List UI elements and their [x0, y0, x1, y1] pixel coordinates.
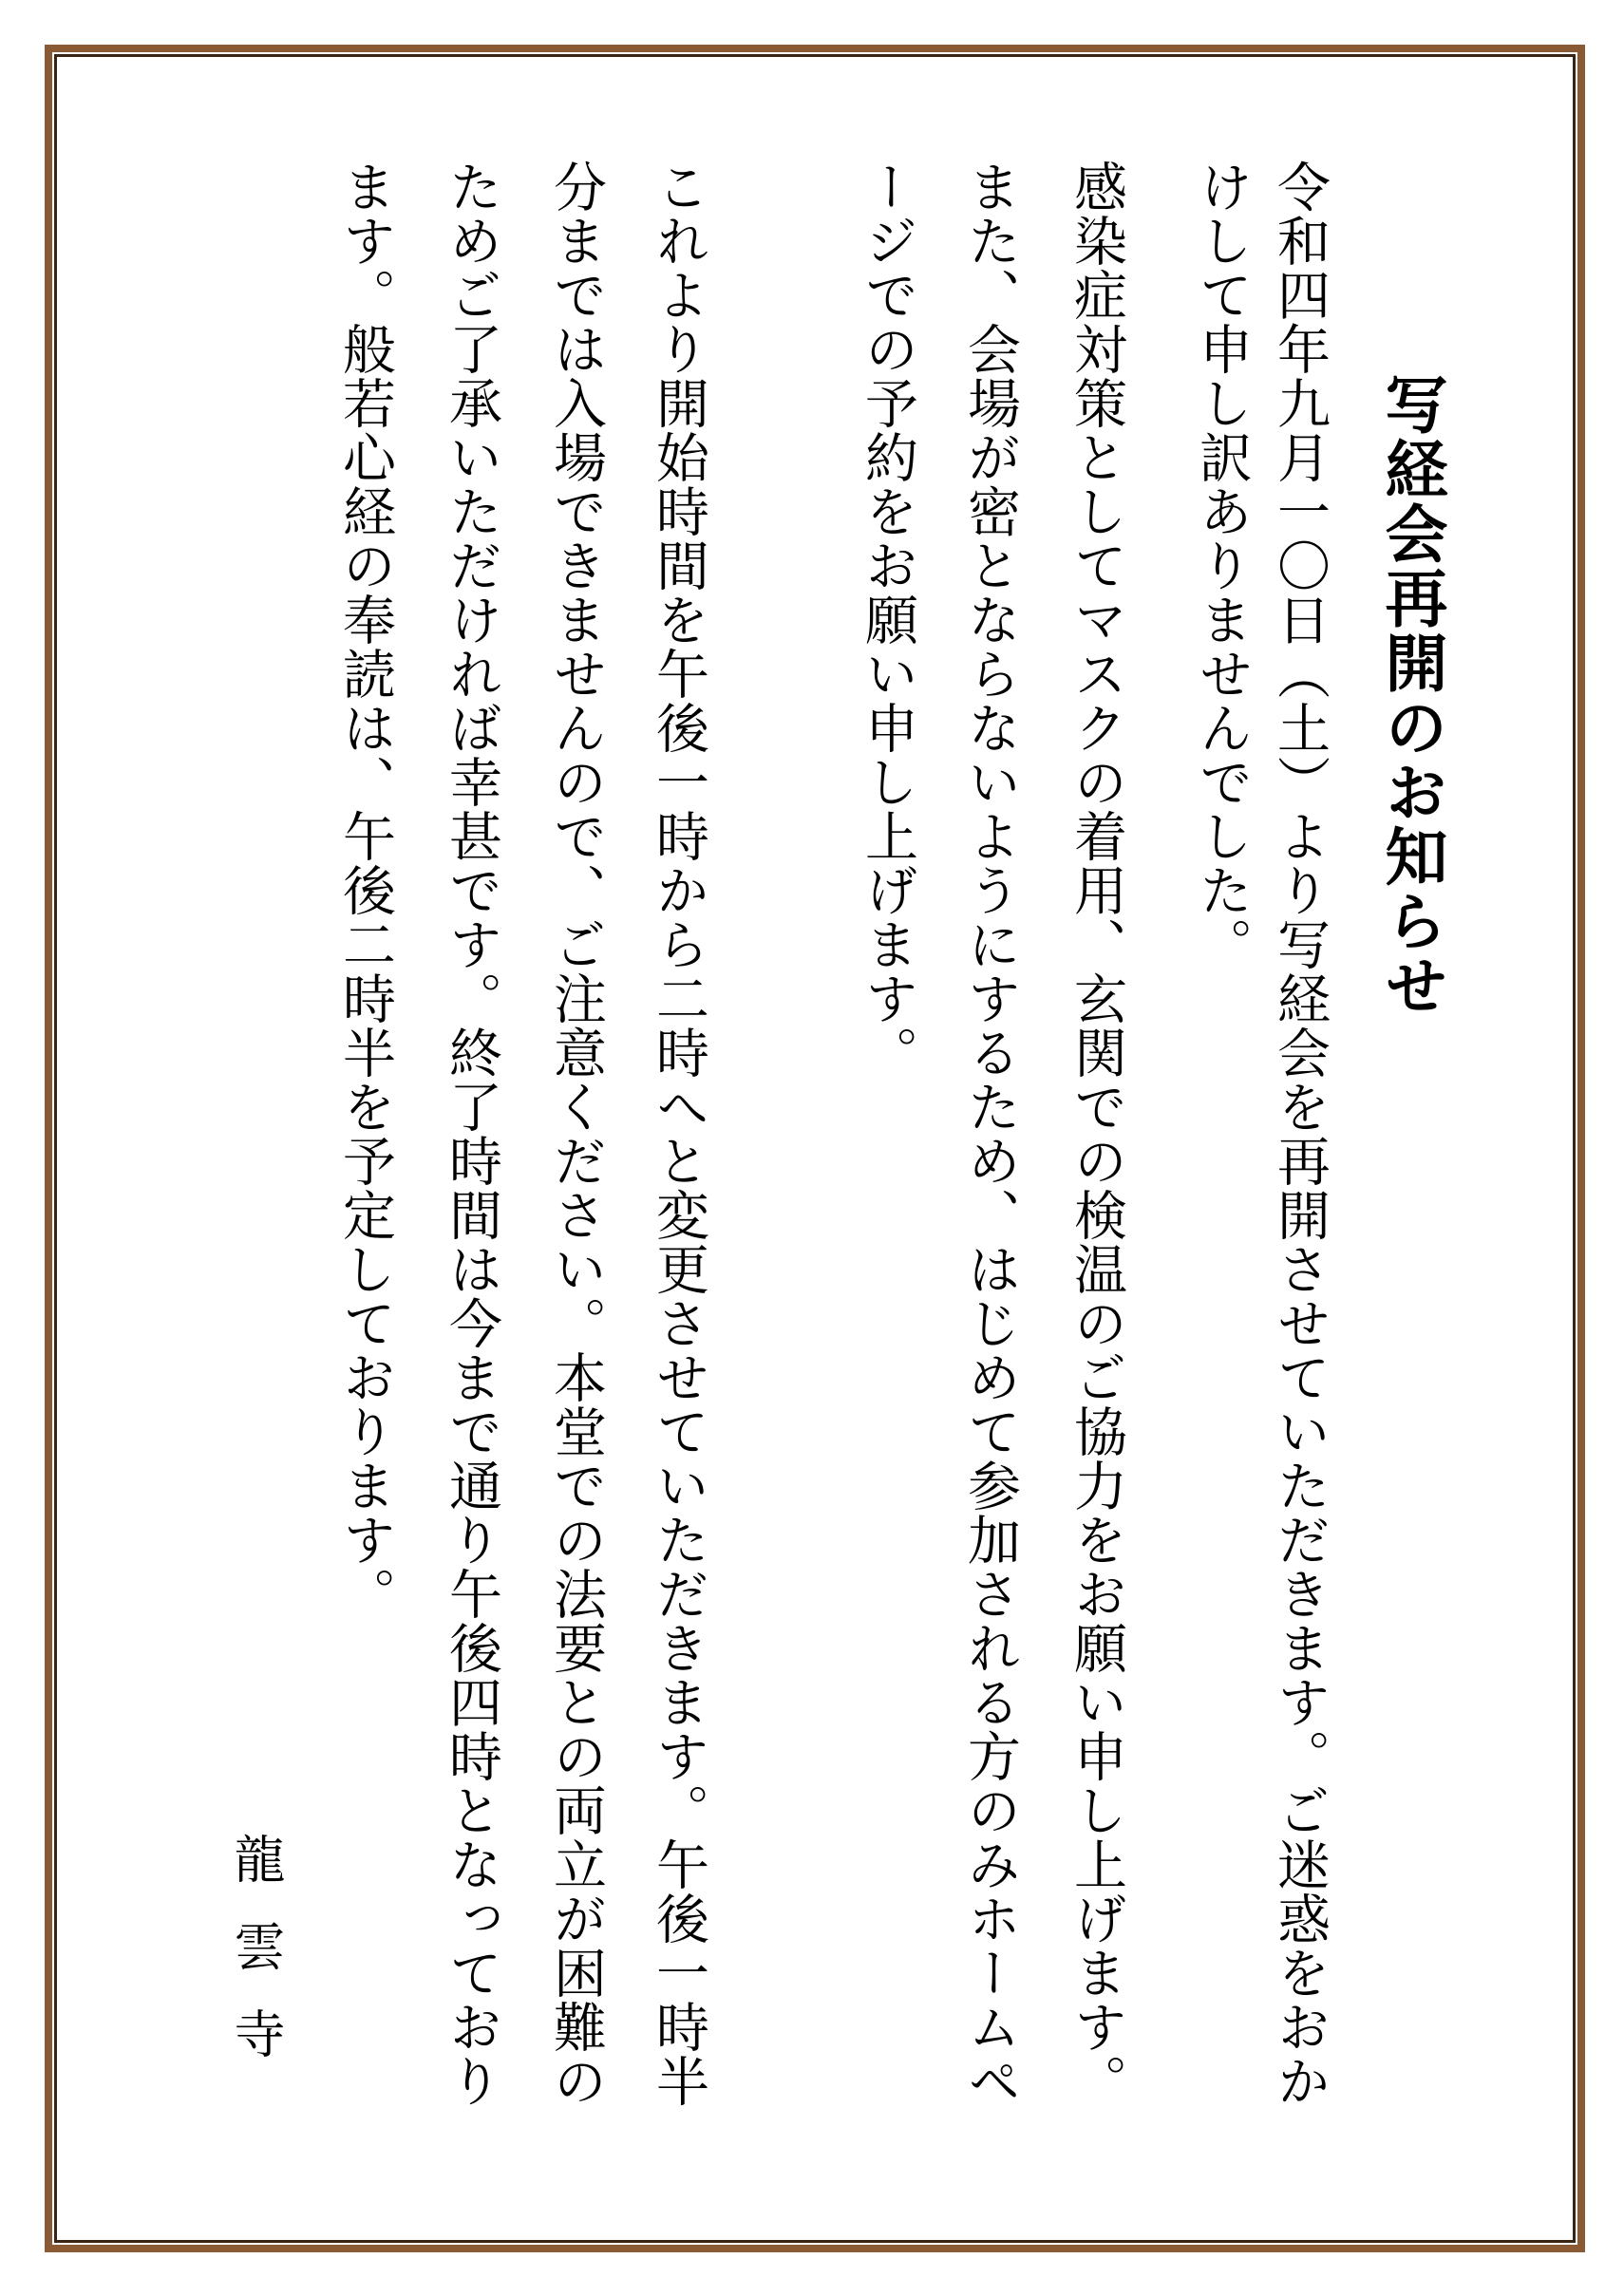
paragraph-2-line-1: 感染症対策としてマスクの着用、玄関での検温のご協力をお願い申し上げます。 — [1066, 160, 1127, 2108]
paragraph-1-line-1: 令和四年九月一〇日（土）より写経会を再開させていただきます。ご迷惑をおか — [1269, 160, 1331, 2108]
paragraph-3-line-1: これより開始時間を午後一時から二時へと変更させていただきます。午後一時半 — [648, 160, 709, 2108]
paragraph-1-line-2: けして申し訳ありませんでした。 — [1191, 160, 1253, 971]
paragraph-2-line-2: また、会場が密とならないようにするため、はじめて参加される方のみホームペ — [959, 160, 1021, 2108]
paragraph-3-line-2: 分までは入場できませんので、ご注意ください。本堂での法要との両立が困難の — [545, 160, 607, 2108]
paragraph-2-line-3: ージでの予約をお願い申し上げます。 — [857, 160, 918, 1080]
paragraph-3-line-3: ためご了承いただければ幸甚です。終了時間は今まで通り午後四時となっており — [441, 160, 502, 2108]
notice-title: 写経会再開のお知らせ — [1374, 372, 1447, 1018]
temple-signature: 龍雲寺 — [226, 1833, 286, 2095]
paragraph-3-line-4: ます。般若心経の奉読は、午後二時半を予定しております。 — [334, 160, 396, 1621]
